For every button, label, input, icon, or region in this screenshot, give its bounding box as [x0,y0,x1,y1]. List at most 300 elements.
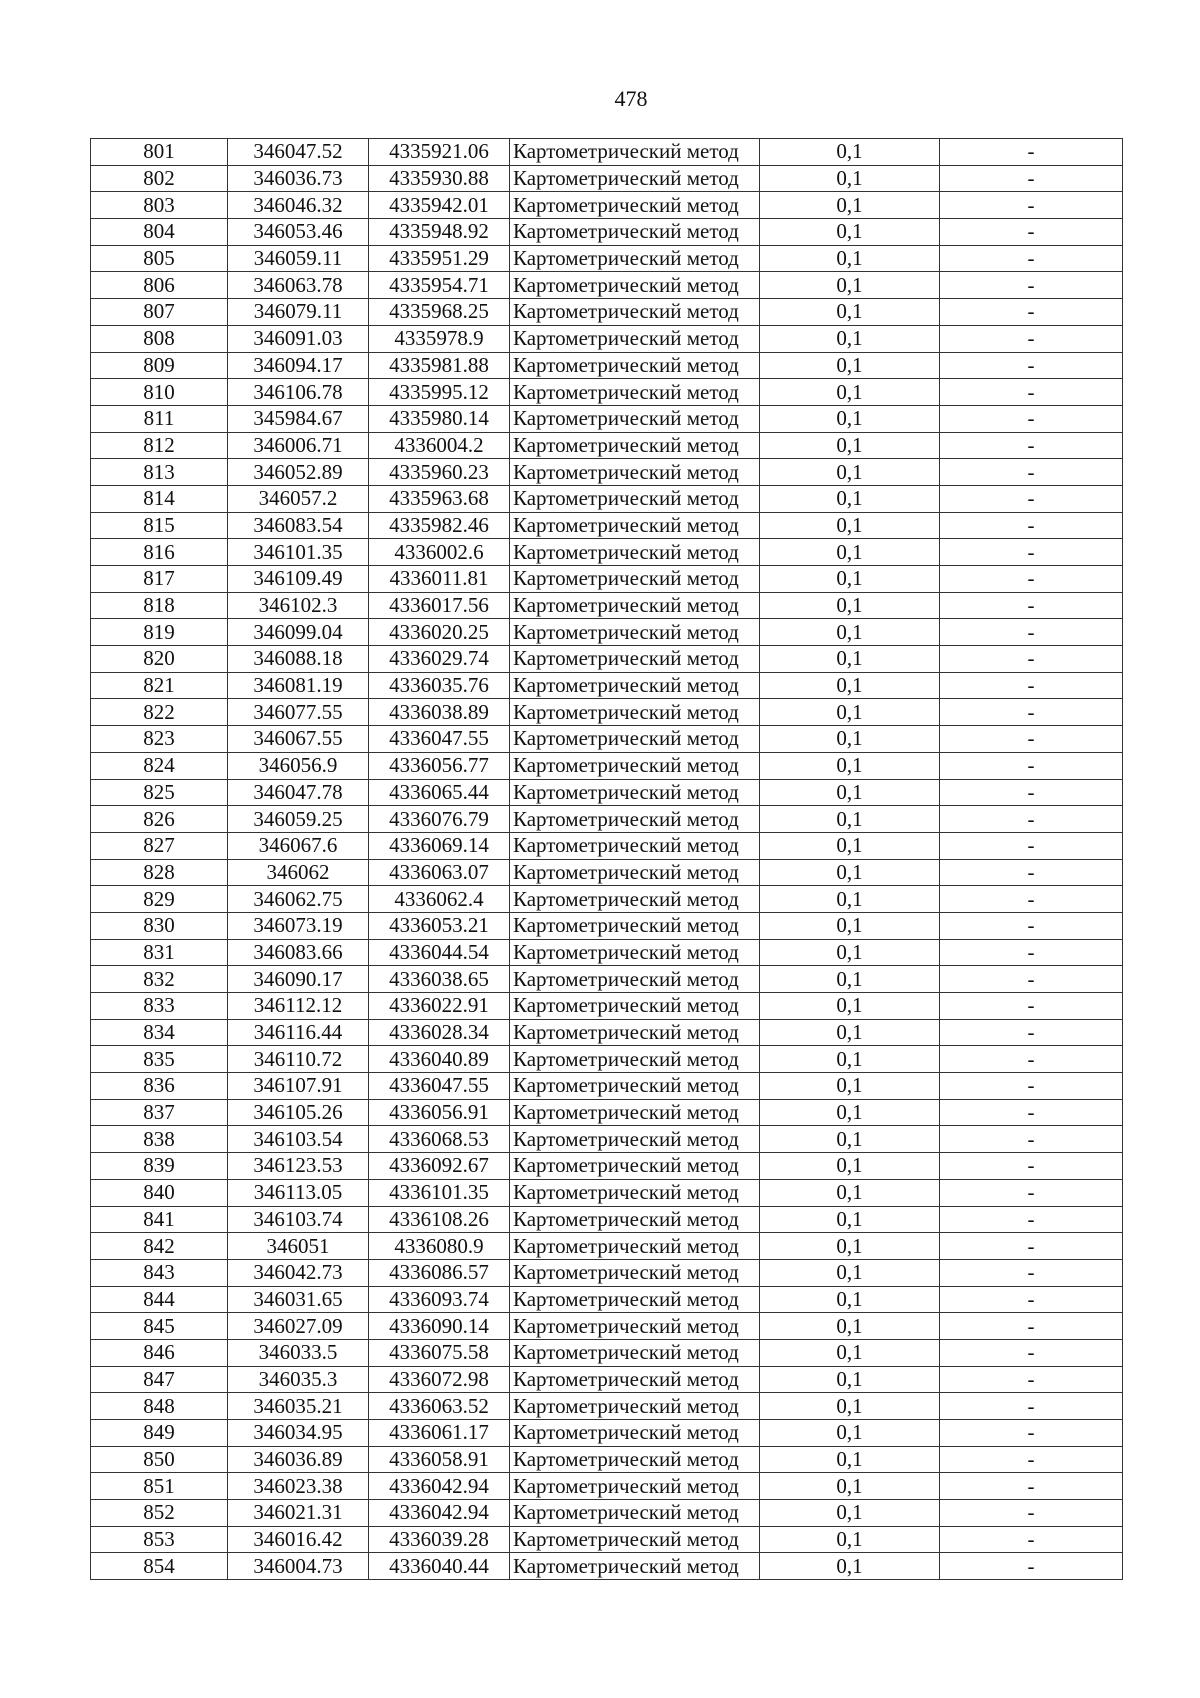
note-cell: - [940,219,1123,246]
table-row [91,1313,1123,1340]
table-row [91,165,1123,192]
accuracy-cell: 0,1 [760,1420,940,1447]
y-coordinate-cell: 4336056.91 [369,1099,510,1126]
method-cell: Картометрический метод [510,1553,760,1580]
method-cell: Картометрический метод [510,1046,760,1073]
method-cell: Картометрический метод [510,325,760,352]
method-cell: Картометрический метод [510,1420,760,1447]
accuracy-cell: 0,1 [760,512,940,539]
x-coordinate-cell: 346113.05 [228,1179,369,1206]
point-number-cell: 816 [91,539,228,566]
table-row [91,459,1123,486]
accuracy-cell: 0,1 [760,272,940,299]
accuracy-cell: 0,1 [760,752,940,779]
accuracy-cell: 0,1 [760,1153,940,1180]
method-cell: Картометрический метод [510,512,760,539]
y-coordinate-cell: 4336058.91 [369,1446,510,1473]
y-coordinate-cell: 4336062.4 [369,886,510,913]
note-cell: - [940,619,1123,646]
point-number-cell: 804 [91,219,228,246]
accuracy-cell: 0,1 [760,1526,940,1553]
y-coordinate-cell: 4335995.12 [369,379,510,406]
accuracy-cell: 0,1 [760,832,940,859]
method-cell: Картометрический метод [510,432,760,459]
note-cell: - [940,832,1123,859]
accuracy-cell: 0,1 [760,325,940,352]
x-coordinate-cell: 346059.25 [228,806,369,833]
table-row [91,726,1123,753]
accuracy-cell: 0,1 [760,1046,940,1073]
table-row [91,1286,1123,1313]
method-cell: Картометрический метод [510,1339,760,1366]
point-number-cell: 824 [91,752,228,779]
method-cell: Картометрический метод [510,592,760,619]
x-coordinate-cell: 346102.3 [228,592,369,619]
accuracy-cell: 0,1 [760,485,940,512]
y-coordinate-cell: 4336038.65 [369,966,510,993]
accuracy-cell: 0,1 [760,432,940,459]
accuracy-cell: 0,1 [760,1073,940,1100]
note-cell: - [940,1473,1123,1500]
point-number-cell: 815 [91,512,228,539]
x-coordinate-cell: 346067.6 [228,832,369,859]
method-cell: Картометрический метод [510,1099,760,1126]
table-row [91,1420,1123,1447]
y-coordinate-cell: 4336063.52 [369,1393,510,1420]
note-cell: - [940,779,1123,806]
table-row [91,1073,1123,1100]
accuracy-cell: 0,1 [760,726,940,753]
note-cell: - [940,672,1123,699]
table-row [91,966,1123,993]
point-number-cell: 852 [91,1500,228,1527]
point-number-cell: 823 [91,726,228,753]
method-cell: Картометрический метод [510,619,760,646]
method-cell: Картометрический метод [510,672,760,699]
accuracy-cell: 0,1 [760,779,940,806]
point-number-cell: 850 [91,1446,228,1473]
point-number-cell: 830 [91,912,228,939]
point-number-cell: 854 [91,1553,228,1580]
y-coordinate-cell: 4335930.88 [369,165,510,192]
x-coordinate-cell: 346035.3 [228,1366,369,1393]
y-coordinate-cell: 4336042.94 [369,1473,510,1500]
table-row [91,1019,1123,1046]
x-coordinate-cell: 346016.42 [228,1526,369,1553]
accuracy-cell: 0,1 [760,352,940,379]
note-cell: - [940,1099,1123,1126]
x-coordinate-cell: 346123.53 [228,1153,369,1180]
note-cell: - [940,1153,1123,1180]
y-coordinate-cell: 4335980.14 [369,405,510,432]
point-number-cell: 833 [91,993,228,1020]
table-row [91,192,1123,219]
point-number-cell: 805 [91,245,228,272]
method-cell: Картометрический метод [510,1153,760,1180]
method-cell: Картометрический метод [510,485,760,512]
note-cell: - [940,806,1123,833]
y-coordinate-cell: 4336042.94 [369,1500,510,1527]
x-coordinate-cell: 346083.54 [228,512,369,539]
y-coordinate-cell: 4336028.34 [369,1019,510,1046]
note-cell: - [940,993,1123,1020]
table-row [91,352,1123,379]
table-row [91,1553,1123,1580]
table-row [91,1179,1123,1206]
note-cell: - [940,272,1123,299]
table-row [91,379,1123,406]
method-cell: Картометрический метод [510,1500,760,1527]
y-coordinate-cell: 4336092.67 [369,1153,510,1180]
note-cell: - [940,539,1123,566]
note-cell: - [940,1019,1123,1046]
point-number-cell: 828 [91,859,228,886]
y-coordinate-cell: 4335978.9 [369,325,510,352]
method-cell: Картометрический метод [510,192,760,219]
x-coordinate-cell: 346062 [228,859,369,886]
y-coordinate-cell: 4336068.53 [369,1126,510,1153]
accuracy-cell: 0,1 [760,139,940,166]
x-coordinate-cell: 346034.95 [228,1420,369,1447]
method-cell: Картометрический метод [510,646,760,673]
point-number-cell: 817 [91,566,228,593]
method-cell: Картометрический метод [510,139,760,166]
table-row [91,1206,1123,1233]
note-cell: - [940,165,1123,192]
note-cell: - [940,139,1123,166]
x-coordinate-cell: 346052.89 [228,459,369,486]
table-row [91,1393,1123,1420]
accuracy-cell: 0,1 [760,1313,940,1340]
x-coordinate-cell: 346091.03 [228,325,369,352]
table-row [91,672,1123,699]
method-cell: Картометрический метод [510,1259,760,1286]
x-coordinate-cell: 346059.11 [228,245,369,272]
y-coordinate-cell: 4336090.14 [369,1313,510,1340]
method-cell: Картометрический метод [510,726,760,753]
note-cell: - [940,1420,1123,1447]
point-number-cell: 846 [91,1339,228,1366]
method-cell: Картометрический метод [510,966,760,993]
x-coordinate-cell: 346103.54 [228,1126,369,1153]
y-coordinate-cell: 4336047.55 [369,1073,510,1100]
note-cell: - [940,1553,1123,1580]
note-cell: - [940,592,1123,619]
note-cell: - [940,1179,1123,1206]
accuracy-cell: 0,1 [760,886,940,913]
accuracy-cell: 0,1 [760,1446,940,1473]
accuracy-cell: 0,1 [760,1393,940,1420]
note-cell: - [940,1259,1123,1286]
method-cell: Картометрический метод [510,1206,760,1233]
y-coordinate-cell: 4336080.9 [369,1233,510,1260]
accuracy-cell: 0,1 [760,646,940,673]
method-cell: Картометрический метод [510,566,760,593]
accuracy-cell: 0,1 [760,1366,940,1393]
note-cell: - [940,1446,1123,1473]
accuracy-cell: 0,1 [760,1259,940,1286]
point-number-cell: 832 [91,966,228,993]
y-coordinate-cell: 4336069.14 [369,832,510,859]
method-cell: Картометрический метод [510,1233,760,1260]
table-row [91,1233,1123,1260]
point-number-cell: 814 [91,485,228,512]
accuracy-cell: 0,1 [760,1500,940,1527]
method-cell: Картометрический метод [510,539,760,566]
x-coordinate-cell: 346004.73 [228,1553,369,1580]
y-coordinate-cell: 4335963.68 [369,485,510,512]
table-row [91,219,1123,246]
table-row [91,1099,1123,1126]
point-number-cell: 847 [91,1366,228,1393]
method-cell: Картометрический метод [510,939,760,966]
accuracy-cell: 0,1 [760,1233,940,1260]
accuracy-cell: 0,1 [760,966,940,993]
x-coordinate-cell: 346105.26 [228,1099,369,1126]
note-cell: - [940,512,1123,539]
point-number-cell: 822 [91,699,228,726]
method-cell: Картометрический метод [510,1393,760,1420]
table-row [91,1526,1123,1553]
note-cell: - [940,1500,1123,1527]
table-row [91,886,1123,913]
accuracy-cell: 0,1 [760,566,940,593]
point-number-cell: 835 [91,1046,228,1073]
note-cell: - [940,405,1123,432]
accuracy-cell: 0,1 [760,219,940,246]
y-coordinate-cell: 4336075.58 [369,1339,510,1366]
accuracy-cell: 0,1 [760,459,940,486]
accuracy-cell: 0,1 [760,912,940,939]
x-coordinate-cell: 346053.46 [228,219,369,246]
method-cell: Картометрический метод [510,1179,760,1206]
y-coordinate-cell: 4336017.56 [369,592,510,619]
accuracy-cell: 0,1 [760,859,940,886]
y-coordinate-cell: 4336002.6 [369,539,510,566]
point-number-cell: 807 [91,299,228,326]
x-coordinate-cell: 346057.2 [228,485,369,512]
note-cell: - [940,726,1123,753]
note-cell: - [940,192,1123,219]
x-coordinate-cell: 346031.65 [228,1286,369,1313]
x-coordinate-cell: 346036.73 [228,165,369,192]
method-cell: Картометрический метод [510,859,760,886]
x-coordinate-cell: 346036.89 [228,1446,369,1473]
method-cell: Картометрический метод [510,379,760,406]
table-row [91,245,1123,272]
method-cell: Картометрический метод [510,1313,760,1340]
y-coordinate-cell: 4336040.44 [369,1553,510,1580]
y-coordinate-cell: 4336038.89 [369,699,510,726]
coordinates-table [90,138,1123,1580]
note-cell: - [940,1046,1123,1073]
x-coordinate-cell: 346063.78 [228,272,369,299]
point-number-cell: 825 [91,779,228,806]
y-coordinate-cell: 4336101.35 [369,1179,510,1206]
table-row [91,325,1123,352]
note-cell: - [940,859,1123,886]
accuracy-cell: 0,1 [760,245,940,272]
table-row [91,1366,1123,1393]
x-coordinate-cell: 346083.66 [228,939,369,966]
point-number-cell: 831 [91,939,228,966]
point-number-cell: 849 [91,1420,228,1447]
note-cell: - [940,1526,1123,1553]
method-cell: Картометрический метод [510,352,760,379]
x-coordinate-cell: 346062.75 [228,886,369,913]
point-number-cell: 812 [91,432,228,459]
x-coordinate-cell: 346021.31 [228,1500,369,1527]
table-row [91,1473,1123,1500]
point-number-cell: 826 [91,806,228,833]
accuracy-cell: 0,1 [760,592,940,619]
page-number: 478 [614,86,648,111]
note-cell: - [940,1286,1123,1313]
x-coordinate-cell: 346099.04 [228,619,369,646]
y-coordinate-cell: 4335954.71 [369,272,510,299]
y-coordinate-cell: 4336053.21 [369,912,510,939]
y-coordinate-cell: 4335981.88 [369,352,510,379]
x-coordinate-cell: 346027.09 [228,1313,369,1340]
note-cell: - [940,299,1123,326]
note-cell: - [940,1393,1123,1420]
accuracy-cell: 0,1 [760,993,940,1020]
point-number-cell: 853 [91,1526,228,1553]
x-coordinate-cell: 346047.52 [228,139,369,166]
note-cell: - [940,939,1123,966]
point-number-cell: 827 [91,832,228,859]
x-coordinate-cell: 346035.21 [228,1393,369,1420]
accuracy-cell: 0,1 [760,299,940,326]
table-row [91,139,1123,166]
method-cell: Картометрический метод [510,1286,760,1313]
table-row [91,1153,1123,1180]
table-row [91,859,1123,886]
point-number-cell: 845 [91,1313,228,1340]
x-coordinate-cell: 346109.49 [228,566,369,593]
table-row [91,699,1123,726]
point-number-cell: 821 [91,672,228,699]
accuracy-cell: 0,1 [760,1473,940,1500]
x-coordinate-cell: 346056.9 [228,752,369,779]
note-cell: - [940,379,1123,406]
y-coordinate-cell: 4336035.76 [369,672,510,699]
y-coordinate-cell: 4336086.57 [369,1259,510,1286]
note-cell: - [940,325,1123,352]
method-cell: Картометрический метод [510,165,760,192]
method-cell: Картометрический метод [510,993,760,1020]
method-cell: Картометрический метод [510,1073,760,1100]
note-cell: - [940,1366,1123,1393]
note-cell: - [940,432,1123,459]
note-cell: - [940,1126,1123,1153]
point-number-cell: 841 [91,1206,228,1233]
y-coordinate-cell: 4335921.06 [369,139,510,166]
method-cell: Картометрический метод [510,779,760,806]
x-coordinate-cell: 346047.78 [228,779,369,806]
table-row [91,1339,1123,1366]
table-row [91,832,1123,859]
note-cell: - [940,245,1123,272]
x-coordinate-cell: 346046.32 [228,192,369,219]
y-coordinate-cell: 4336022.91 [369,993,510,1020]
y-coordinate-cell: 4335960.23 [369,459,510,486]
y-coordinate-cell: 4335968.25 [369,299,510,326]
accuracy-cell: 0,1 [760,1019,940,1046]
x-coordinate-cell: 346094.17 [228,352,369,379]
accuracy-cell: 0,1 [760,806,940,833]
accuracy-cell: 0,1 [760,939,940,966]
point-number-cell: 851 [91,1473,228,1500]
x-coordinate-cell: 346079.11 [228,299,369,326]
x-coordinate-cell: 346107.91 [228,1073,369,1100]
accuracy-cell: 0,1 [760,1126,940,1153]
point-number-cell: 844 [91,1286,228,1313]
note-cell: - [940,1313,1123,1340]
method-cell: Картометрический метод [510,245,760,272]
x-coordinate-cell: 346033.5 [228,1339,369,1366]
note-cell: - [940,646,1123,673]
accuracy-cell: 0,1 [760,1286,940,1313]
note-cell: - [940,352,1123,379]
accuracy-cell: 0,1 [760,379,940,406]
x-coordinate-cell: 346073.19 [228,912,369,939]
table-row [91,566,1123,593]
table-row [91,592,1123,619]
method-cell: Картометрический метод [510,806,760,833]
note-cell: - [940,1233,1123,1260]
accuracy-cell: 0,1 [760,539,940,566]
x-coordinate-cell: 346106.78 [228,379,369,406]
point-number-cell: 840 [91,1179,228,1206]
note-cell: - [940,566,1123,593]
x-coordinate-cell: 346006.71 [228,432,369,459]
point-number-cell: 839 [91,1153,228,1180]
coordinates-table-body [91,139,1123,1580]
point-number-cell: 813 [91,459,228,486]
y-coordinate-cell: 4335948.92 [369,219,510,246]
x-coordinate-cell: 346103.74 [228,1206,369,1233]
method-cell: Картометрический метод [510,699,760,726]
point-number-cell: 838 [91,1126,228,1153]
note-cell: - [940,699,1123,726]
table-row [91,432,1123,459]
y-coordinate-cell: 4335982.46 [369,512,510,539]
y-coordinate-cell: 4336056.77 [369,752,510,779]
accuracy-cell: 0,1 [760,1206,940,1233]
table-row [91,619,1123,646]
table-row [91,539,1123,566]
accuracy-cell: 0,1 [760,1553,940,1580]
point-number-cell: 818 [91,592,228,619]
y-coordinate-cell: 4336039.28 [369,1526,510,1553]
table-row [91,779,1123,806]
table-row [91,512,1123,539]
point-number-cell: 837 [91,1099,228,1126]
y-coordinate-cell: 4336044.54 [369,939,510,966]
point-number-cell: 810 [91,379,228,406]
point-number-cell: 848 [91,1393,228,1420]
accuracy-cell: 0,1 [760,672,940,699]
point-number-cell: 803 [91,192,228,219]
y-coordinate-cell: 4336072.98 [369,1366,510,1393]
point-number-cell: 809 [91,352,228,379]
x-coordinate-cell: 346112.12 [228,993,369,1020]
note-cell: - [940,1206,1123,1233]
note-cell: - [940,752,1123,779]
point-number-cell: 801 [91,139,228,166]
y-coordinate-cell: 4336061.17 [369,1420,510,1447]
